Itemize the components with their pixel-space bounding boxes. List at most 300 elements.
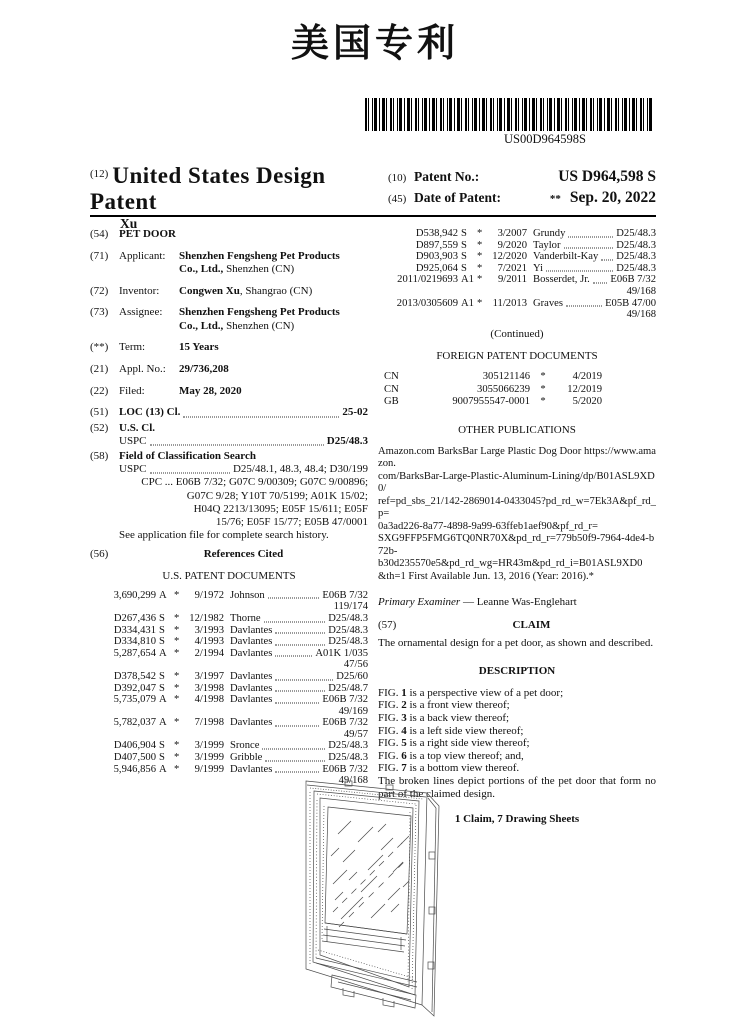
cited-patent-number: 5,946,856 bbox=[113, 763, 156, 775]
cited-class: D25/48.3 bbox=[616, 239, 656, 251]
country-code: CN bbox=[384, 371, 399, 383]
cited-inventor: Yi bbox=[533, 262, 544, 274]
field-tag: (71) bbox=[90, 249, 109, 262]
citation-row bbox=[90, 752, 368, 764]
fig-number: 1 bbox=[401, 686, 407, 699]
cited-class-2: 49/169 bbox=[338, 705, 368, 717]
cited-patent-number: 5,287,654 bbox=[113, 647, 156, 659]
field-of-search-label: Field of Classification Search bbox=[119, 449, 256, 462]
cited-patent-number: 5,782,037 bbox=[113, 717, 156, 729]
field-code-12: (12) bbox=[90, 168, 109, 180]
cited-date: 3/1999 bbox=[194, 752, 224, 764]
cpc-line: G07C 9/28; Y10T 70/5199; A01K 15/02; bbox=[186, 489, 368, 502]
cited-patent-number: D903,903 bbox=[415, 251, 458, 263]
cited-class-2: 49/168 bbox=[338, 775, 368, 787]
figure-descriptions bbox=[378, 687, 656, 775]
appl-no-label: Appl. No.: bbox=[119, 362, 166, 375]
leader-dots bbox=[268, 598, 320, 599]
applicant-name: Shenzhen Fengsheng Pet Products bbox=[179, 249, 340, 262]
cited-patent-number: D406,904 bbox=[113, 740, 156, 752]
patent-number: US D964,598 S bbox=[558, 168, 656, 185]
leader-dots bbox=[275, 679, 333, 680]
citation-row bbox=[90, 590, 368, 613]
cited-patent-number: D407,500 bbox=[113, 752, 156, 764]
star-marker: * bbox=[174, 636, 180, 648]
fig-prefix: FIG. bbox=[378, 686, 399, 699]
country-code: CN bbox=[384, 383, 399, 395]
fig-prefix: FIG. bbox=[378, 749, 399, 762]
kind-code: A bbox=[159, 589, 167, 601]
leader-dots bbox=[601, 259, 613, 260]
applicant-field bbox=[90, 250, 368, 276]
cited-class-2: 49/168 bbox=[626, 309, 656, 321]
cpc-line: 15/76; E05F 15/77; E05B 47/0001 bbox=[215, 515, 368, 528]
fig-text: is a perspective view of a pet door; bbox=[409, 686, 564, 699]
leader-dots bbox=[183, 416, 339, 417]
cited-class: E06B 7/32 bbox=[322, 717, 368, 729]
star-marker: * bbox=[477, 274, 483, 286]
star-marker: * bbox=[174, 589, 180, 601]
loc-class-line bbox=[119, 406, 368, 419]
cited-inventor: Davlantes bbox=[230, 636, 273, 648]
cited-class: D25/48.3 bbox=[328, 612, 368, 624]
figure-description-line bbox=[378, 712, 656, 725]
star-marker: * bbox=[174, 670, 180, 682]
cited-class-2: 49/57 bbox=[343, 728, 368, 740]
cited-date: 3/2007 bbox=[497, 228, 527, 239]
cited-inventor: Davlantes bbox=[230, 624, 273, 636]
uspc-search-value: D25/48.1, 48.3, 48.4; D30/199 bbox=[232, 463, 368, 476]
applicant-label: Applicant: bbox=[119, 249, 166, 262]
fig-prefix: FIG. bbox=[378, 699, 399, 712]
citation-row bbox=[378, 228, 656, 240]
pet-door-perspective-figure bbox=[283, 772, 488, 1024]
filed-value: May 28, 2020 bbox=[179, 384, 242, 397]
foreign-citation-row bbox=[384, 396, 656, 408]
cited-inventor: Bosserdet, Jr. bbox=[533, 274, 590, 286]
citation-row bbox=[90, 613, 368, 625]
star-marker: * bbox=[174, 624, 180, 636]
kind-code: S bbox=[159, 624, 165, 636]
cited-inventor: Davlantes bbox=[230, 670, 273, 682]
leader-dots bbox=[566, 306, 602, 307]
citation-row bbox=[90, 683, 368, 695]
fig-text: is a bottom view thereof. bbox=[409, 762, 520, 775]
inventor-label: Inventor: bbox=[119, 284, 160, 297]
inventor-surname: Xu bbox=[120, 216, 138, 231]
applicant-city: Shenzhen (CN) bbox=[226, 262, 295, 275]
cited-date: 12/1982 bbox=[189, 612, 224, 624]
citation-row bbox=[378, 240, 656, 252]
foreign-number: 3055066239 bbox=[477, 383, 530, 395]
leader-dots bbox=[150, 473, 230, 474]
field-tag: (22) bbox=[90, 384, 109, 397]
body-columns bbox=[90, 228, 656, 826]
field-code-10: (10) bbox=[388, 172, 407, 184]
foreign-patents-table bbox=[378, 371, 656, 408]
cited-inventor: Davlantes bbox=[230, 647, 273, 659]
assignee-city: Shenzhen (CN) bbox=[226, 319, 295, 332]
filed-label: Filed: bbox=[119, 384, 145, 397]
field-tag: (73) bbox=[90, 306, 109, 319]
publication-line: SXG9FFP5FMG6TQ0NR70X&pd_rd_r=779b50f9-7964-4de4-b72b- bbox=[378, 533, 655, 557]
cited-date: 2/1994 bbox=[194, 647, 224, 659]
star-marker: * bbox=[174, 740, 180, 752]
star-marker: * bbox=[477, 251, 483, 263]
pet-door-drawing bbox=[283, 772, 488, 1028]
cited-inventor: Davlantes bbox=[230, 717, 273, 729]
star-marker: * bbox=[477, 262, 483, 274]
cited-class: D25/48.3 bbox=[328, 636, 368, 648]
foreign-date: 4/2019 bbox=[572, 371, 602, 383]
applicant-value bbox=[179, 250, 368, 276]
cited-class-2: 119/174 bbox=[333, 601, 368, 613]
continued-note: (Continued) bbox=[490, 327, 544, 340]
patent-header bbox=[90, 163, 656, 232]
cited-patent-number: D925,064 bbox=[415, 262, 458, 274]
term-label: Term: bbox=[119, 341, 146, 354]
cited-patent-number: D392,047 bbox=[113, 682, 156, 694]
foreign-citation-row bbox=[384, 371, 656, 383]
cited-date: 11/2013 bbox=[492, 297, 527, 309]
cited-patent-number: 3,690,299 bbox=[113, 589, 156, 601]
broken-lines-note: The broken lines depict portions of the pet door that form no part of the claimed design. bbox=[378, 775, 656, 800]
fig-number: 6 bbox=[401, 749, 407, 762]
cited-class: D25/48.3 bbox=[328, 740, 368, 752]
kind-code: S bbox=[159, 636, 165, 648]
star-marker: * bbox=[174, 763, 180, 775]
other-publications-heading: OTHER PUBLICATIONS bbox=[458, 424, 576, 437]
cited-class: D25/48.3 bbox=[328, 624, 368, 636]
page-title-chinese: 美国专利 bbox=[290, 23, 459, 65]
publication-line: com/BarksBar-Large-Plastic-Aluminum-Lining/dp/B01ASL9XD0/ bbox=[378, 470, 655, 495]
star-marker: * bbox=[174, 647, 180, 659]
cited-inventor: Johnson bbox=[230, 589, 265, 601]
star-marker: * bbox=[174, 682, 180, 694]
header-left bbox=[90, 163, 388, 232]
primary-examiner-line bbox=[378, 596, 656, 609]
field-tag: (**) bbox=[90, 341, 109, 354]
invention-title: PET DOOR bbox=[119, 228, 176, 240]
foreign-number: 9007955547-0001 bbox=[452, 395, 530, 407]
foreign-patents-heading: FOREIGN PATENT DOCUMENTS bbox=[436, 349, 598, 362]
cited-patent-number: 5,735,079 bbox=[113, 694, 156, 706]
publication-line: 0a3ad226-8a77-4898-9a99-63ffeb1aef90&pf_rd_r= bbox=[378, 520, 598, 532]
cited-date: 3/1997 bbox=[194, 670, 224, 682]
cited-class: D25/48.3 bbox=[616, 262, 656, 274]
publication-line: Amazon.com BarksBar Large Plastic Dog Door https://www.amazon. bbox=[378, 445, 656, 470]
citation-row bbox=[90, 740, 368, 752]
cited-inventor: Thorne bbox=[230, 612, 261, 624]
kind-code: S bbox=[159, 682, 165, 694]
cited-inventor: Taylor bbox=[533, 239, 561, 251]
assignee-name-2: Co., Ltd., bbox=[179, 319, 224, 332]
us-class-field bbox=[90, 422, 368, 448]
appl-no-field bbox=[90, 363, 368, 376]
cited-date: 4/1993 bbox=[194, 636, 224, 648]
cited-patent-number: D378,542 bbox=[113, 670, 156, 682]
fig-text: is a right side view thereof; bbox=[409, 737, 530, 750]
references-cited-title: References Cited bbox=[203, 548, 284, 561]
us-class-block bbox=[119, 422, 368, 448]
cited-date: 9/1999 bbox=[194, 763, 224, 775]
field-tag: (54) bbox=[90, 228, 109, 240]
cited-date: 3/1999 bbox=[194, 740, 224, 752]
leader-dots bbox=[546, 271, 613, 272]
fig-text: is a top view thereof; and, bbox=[409, 749, 524, 762]
uspc-label: USPC bbox=[119, 463, 147, 476]
fig-prefix: FIG. bbox=[378, 737, 399, 750]
inventor-name: Congwen Xu bbox=[179, 284, 240, 297]
leader-dots bbox=[275, 725, 319, 726]
filed-field bbox=[90, 385, 368, 398]
citation-row bbox=[90, 717, 368, 740]
leader-dots bbox=[275, 691, 325, 692]
appl-no-value: 29/736,208 bbox=[179, 362, 229, 375]
leader-dots bbox=[265, 760, 325, 761]
field-tag: (52) bbox=[90, 421, 109, 434]
cited-inventor: Sronce bbox=[230, 740, 260, 752]
star-marker: * bbox=[477, 239, 483, 251]
primary-examiner-label: Primary Examiner bbox=[378, 596, 461, 609]
field-tag: (57) bbox=[378, 619, 397, 632]
star-marker: * bbox=[540, 383, 546, 395]
foreign-date: 5/2020 bbox=[572, 395, 602, 407]
claim-title: CLAIM bbox=[512, 619, 551, 632]
cited-date: 9/2020 bbox=[497, 239, 527, 251]
cited-patent-number: D897,559 bbox=[415, 239, 458, 251]
patent-date: Sep. 20, 2022 bbox=[569, 189, 656, 206]
cited-class: D25/48.3 bbox=[616, 228, 656, 239]
cited-date: 3/1993 bbox=[194, 624, 224, 636]
description-heading: DESCRIPTION bbox=[478, 664, 556, 677]
cited-class: E06B 7/32 bbox=[322, 589, 368, 601]
leader-dots bbox=[275, 656, 312, 657]
inventor-value bbox=[179, 285, 368, 298]
field-tag: (56) bbox=[90, 548, 109, 561]
leader-dots bbox=[275, 702, 319, 703]
cited-inventor: Gribble bbox=[230, 752, 263, 764]
citation-row bbox=[90, 636, 368, 648]
leader-dots bbox=[275, 633, 325, 634]
citation-row bbox=[90, 671, 368, 683]
cited-inventor: Vanderbilt-Kay bbox=[533, 251, 599, 263]
cited-patent-number: D334,810 bbox=[113, 636, 156, 648]
foreign-citation-row bbox=[384, 384, 656, 396]
barcode-block bbox=[365, 98, 655, 147]
field-tag: (58) bbox=[90, 449, 109, 462]
cited-class: D25/48.3 bbox=[328, 752, 368, 764]
cpc-line: CPC ... E06B 7/32; G07C 9/00309; G07C 9/00896; bbox=[141, 476, 368, 489]
cited-class: E05B 47/00 bbox=[605, 297, 656, 309]
loc-class-field bbox=[90, 406, 368, 419]
star-marker: * bbox=[477, 297, 483, 309]
header-divider bbox=[90, 215, 656, 217]
kind-code: A bbox=[159, 694, 167, 706]
citation-row bbox=[90, 648, 368, 671]
cited-class-2: 49/168 bbox=[626, 285, 656, 297]
left-column bbox=[90, 228, 368, 826]
fig-number: 4 bbox=[401, 724, 407, 737]
kind-code: A bbox=[159, 647, 167, 659]
field-tag: (72) bbox=[90, 284, 109, 297]
us-patent-documents-heading: U.S. PATENT DOCUMENTS bbox=[162, 569, 296, 582]
star-marker: * bbox=[174, 752, 180, 764]
uspc-label: USPC bbox=[119, 434, 147, 447]
kind-code: A bbox=[159, 763, 167, 775]
applicant-name-2: Co., Ltd., bbox=[179, 262, 224, 275]
kind-code: S bbox=[159, 752, 165, 764]
cited-date: 3/1998 bbox=[194, 682, 224, 694]
other-publications-block bbox=[378, 446, 656, 584]
fig-number: 5 bbox=[401, 737, 407, 750]
kind-code: S bbox=[461, 228, 467, 239]
assignee-label: Assignee: bbox=[119, 306, 163, 319]
inventor-field bbox=[90, 285, 368, 298]
foreign-date: 12/2019 bbox=[567, 383, 602, 395]
foreign-number: 305121146 bbox=[482, 371, 530, 383]
star-marker: * bbox=[540, 371, 546, 383]
claims-sheets-line: 1 Claim, 7 Drawing Sheets bbox=[454, 813, 580, 826]
field-code-45: (45) bbox=[388, 193, 407, 205]
cited-class: D25/60 bbox=[336, 670, 368, 682]
assignee-field bbox=[90, 306, 368, 332]
right-column bbox=[378, 228, 656, 826]
cited-patent-number: 2013/0305609 bbox=[396, 297, 458, 309]
assignee-name: Shenzhen Fengsheng Pet Products bbox=[179, 306, 340, 319]
cited-date: 4/1998 bbox=[194, 694, 224, 706]
field-of-search-block bbox=[119, 450, 368, 542]
cited-patent-number: D334,431 bbox=[113, 624, 156, 636]
term-value: 15 Years bbox=[179, 341, 219, 354]
figure-description-line bbox=[378, 687, 656, 700]
fig-number: 7 bbox=[401, 762, 407, 775]
leader-dots bbox=[564, 248, 614, 249]
figure-description-line bbox=[378, 699, 656, 712]
kind-code: A1 bbox=[461, 274, 474, 286]
cited-inventor: Grundy bbox=[533, 228, 566, 239]
leader-dots bbox=[275, 644, 325, 645]
kind-code: S bbox=[159, 740, 165, 752]
cited-patent-number: D538,942 bbox=[415, 228, 458, 239]
cited-date: 9/1972 bbox=[194, 589, 224, 601]
kind-code: S bbox=[159, 612, 165, 624]
cited-patent-number: D267,436 bbox=[113, 612, 156, 624]
leader-dots bbox=[262, 749, 325, 750]
leader-dots bbox=[593, 282, 608, 283]
citation-row bbox=[90, 694, 368, 717]
cited-date: 12/2020 bbox=[492, 251, 527, 263]
star-marker: * bbox=[174, 717, 180, 729]
cited-class: E06B 7/32 bbox=[322, 694, 368, 706]
cited-patent-number: 2011/0219693 bbox=[397, 274, 458, 286]
citation-row bbox=[90, 625, 368, 637]
term-field bbox=[90, 341, 368, 354]
kind-code: S bbox=[159, 670, 165, 682]
star-marker: * bbox=[174, 694, 180, 706]
date-of-patent-label: Date of Patent: bbox=[414, 190, 501, 205]
cited-inventor: Davlantes bbox=[230, 694, 273, 706]
loc-label: LOC (13) Cl. bbox=[119, 406, 181, 419]
cited-inventor: Davlantes bbox=[230, 763, 273, 775]
cited-class: D25/48.3 bbox=[616, 251, 656, 263]
cited-inventor: Graves bbox=[533, 297, 564, 309]
kind-code: S bbox=[461, 251, 467, 263]
star-marker: * bbox=[477, 228, 483, 239]
barcode-image bbox=[365, 98, 652, 131]
cited-class: A01K 1/035 bbox=[315, 647, 368, 659]
references-cited-heading bbox=[90, 548, 368, 561]
kind-code: S bbox=[461, 262, 467, 274]
kind-code: A1 bbox=[461, 297, 474, 309]
kind-code: A bbox=[159, 717, 167, 729]
us-patents-table-right bbox=[378, 228, 656, 321]
claim-heading bbox=[378, 619, 656, 632]
cited-class: E06B 7/32 bbox=[322, 763, 368, 775]
leader-dots bbox=[264, 621, 326, 622]
uspc-value: D25/48.3 bbox=[326, 434, 368, 447]
star-marker: * bbox=[174, 612, 180, 624]
term-asterisks: ** bbox=[549, 193, 561, 205]
cited-class: E06B 7/32 bbox=[610, 274, 656, 286]
us-cl-label: U.S. Cl. bbox=[119, 421, 156, 434]
field-tag: (21) bbox=[90, 362, 109, 375]
fig-prefix: FIG. bbox=[378, 724, 399, 737]
search-history-note: See application file for complete search history. bbox=[119, 529, 329, 542]
publication-line: &th=1 First Available Jun. 13, 2016 (Year: 2016).* bbox=[378, 570, 594, 582]
us-patents-table-left bbox=[90, 590, 368, 787]
fig-text: is a left side view thereof; bbox=[409, 724, 524, 737]
figure-description-line bbox=[378, 750, 656, 763]
header-right bbox=[388, 163, 656, 232]
loc-value: 25-02 bbox=[342, 406, 368, 419]
leader-dots bbox=[568, 236, 613, 237]
citation-row bbox=[378, 298, 656, 321]
field-of-search bbox=[90, 450, 368, 542]
inventor-city: , Shangrao (CN) bbox=[239, 284, 313, 297]
fig-text: is a back view thereof; bbox=[409, 712, 510, 725]
fig-prefix: FIG. bbox=[378, 762, 399, 775]
document-type-title: United States Design Patent bbox=[90, 163, 326, 214]
cited-class: D25/48.7 bbox=[328, 682, 368, 694]
kind-code: S bbox=[461, 239, 467, 251]
publication-line: ref=pd_sbs_21/142-2869014-0433045?pd_rd_w=7Ek3A&pf_rd_p= bbox=[378, 495, 656, 520]
patent-no-label: Patent No.: bbox=[414, 169, 480, 184]
barcode-text: US00D964598S bbox=[504, 132, 586, 146]
leader-dots bbox=[150, 444, 324, 445]
citation-row bbox=[378, 251, 656, 263]
cited-date: 7/2021 bbox=[497, 262, 527, 274]
assignee-value bbox=[179, 306, 368, 332]
star-marker: * bbox=[540, 395, 546, 407]
citation-row bbox=[378, 263, 656, 275]
claim-text: The ornamental design for a pet door, as shown and described. bbox=[378, 637, 654, 650]
cited-class-2: 47/56 bbox=[343, 659, 368, 671]
cited-date: 7/1998 bbox=[194, 717, 224, 729]
fig-number: 2 bbox=[401, 699, 407, 712]
figure-description-line bbox=[378, 737, 656, 750]
fig-number: 3 bbox=[401, 712, 407, 725]
fig-prefix: FIG. bbox=[378, 712, 399, 725]
publication-line: b30d235570e5&pd_rd_wg=HR43m&pd_rd_i=B01ASL9XD0 bbox=[378, 558, 643, 570]
title-field bbox=[90, 228, 368, 241]
country-code: GB bbox=[384, 395, 399, 407]
cpc-line: H04Q 2213/13095; E05F 15/611; E05F bbox=[193, 502, 368, 515]
field-tag: (51) bbox=[90, 406, 109, 419]
cpc-lines bbox=[119, 476, 368, 529]
fig-text: is a front view thereof; bbox=[409, 699, 510, 712]
cited-inventor: Davlantes bbox=[230, 682, 273, 694]
